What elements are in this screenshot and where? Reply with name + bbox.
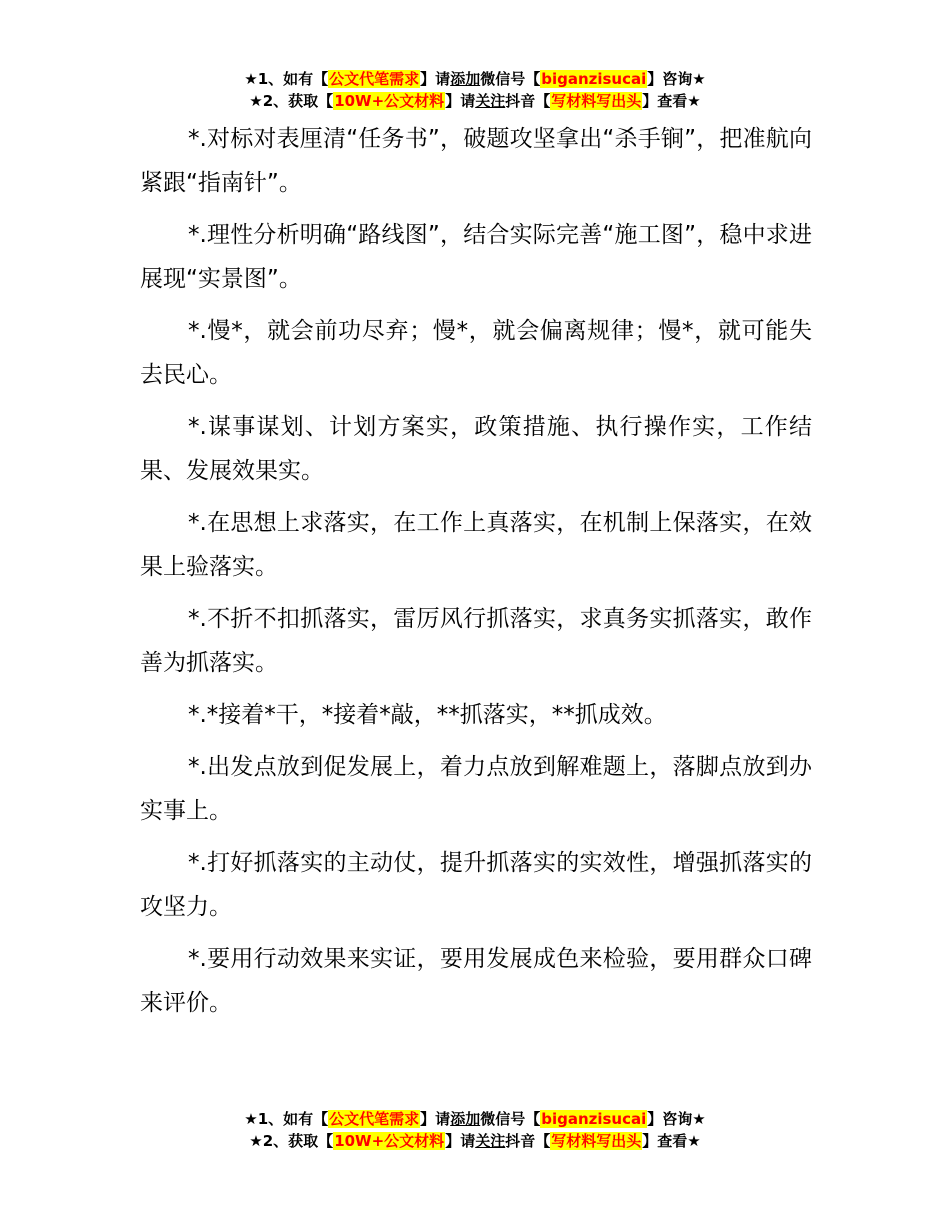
- banner-highlight-service: 公文代笔需求: [329, 70, 420, 88]
- footer-line-1-mid2: 微信号【: [480, 1110, 541, 1128]
- footer-highlight-douyin-account: 写材料写出头: [551, 1132, 642, 1150]
- footer-underline-add: 添加: [450, 1110, 481, 1128]
- paragraph: *.对标对表厘清“任务书”，破题攻坚拿出“杀手锏”，把准航向紧跟“指南针”。: [140, 126, 812, 196]
- footer-highlight-wechat-id: biganzisucai: [541, 1110, 647, 1128]
- banner-highlight-douyin-account: 写材料写出头: [551, 92, 642, 110]
- footer-line-2: [0, 1130, 950, 1152]
- banner-line-1-prefix: ★1、如有【: [244, 70, 329, 88]
- footer-banner: [0, 1108, 950, 1152]
- paragraph: *.要用行动效果来实证，要用发展成色来检验，要用群众口碑来评价。: [140, 946, 812, 1016]
- banner-underline-follow: 关注: [475, 92, 506, 110]
- footer-highlight-service: 公文代笔需求: [329, 1110, 420, 1128]
- paragraph: *.*接着*干，*接着*敲，**抓落实，**抓成效。: [188, 702, 667, 728]
- footer-line-1-suffix: 】咨询★: [647, 1110, 706, 1128]
- footer-line-2-mid: 】请: [445, 1132, 476, 1150]
- footer-line-1-prefix: ★1、如有【: [244, 1110, 329, 1128]
- paragraph: *.谋事谋划、计划方案实，政策措施、执行操作实，工作结果、发展效果实。: [140, 414, 812, 484]
- footer-underline-follow: 关注: [475, 1132, 506, 1150]
- paragraph: *.在思想上求落实，在工作上真落实，在机制上保落实，在效果上验落实。: [140, 510, 812, 580]
- document-body: [140, 117, 812, 1033]
- paragraph: *.出发点放到促发展上，着力点放到解难题上，落脚点放到办实事上。: [140, 754, 812, 824]
- banner-underline-add: 添加: [450, 70, 481, 88]
- banner-line-1: [0, 68, 950, 90]
- banner-highlight-wechat-id: biganzisucai: [541, 70, 647, 88]
- banner-line-2: [0, 90, 950, 112]
- footer-line-2-suffix: 】查看★: [642, 1132, 701, 1150]
- footer-line-2-prefix: ★2、获取【: [249, 1132, 334, 1150]
- footer-line-1: [0, 1108, 950, 1130]
- banner-line-1-suffix: 】咨询★: [647, 70, 706, 88]
- footer-highlight-materials: 10W+公文材料: [334, 1132, 445, 1150]
- footer-line-1-mid: 】请: [420, 1110, 451, 1128]
- banner-line-2-mid2: 抖音【: [505, 92, 551, 110]
- banner-line-1-mid2: 微信号【: [480, 70, 541, 88]
- banner-line-2-prefix: ★2、获取【: [249, 92, 334, 110]
- footer-line-2-mid2: 抖音【: [505, 1132, 551, 1150]
- paragraph: *.打好抓落实的主动仗，提升抓落实的实效性，增强抓落实的攻坚力。: [140, 850, 812, 920]
- banner-line-1-mid: 】请: [420, 70, 451, 88]
- paragraph: *.不折不扣抓落实，雷厉风行抓落实，求真务实抓落实，敢作善为抓落实。: [140, 606, 812, 676]
- paragraph: *.慢*，就会前功尽弃；慢*，就会偏离规律；慢*，就可能失去民心。: [140, 318, 812, 388]
- banner-highlight-materials: 10W+公文材料: [334, 92, 445, 110]
- paragraph: *.理性分析明确“路线图”，结合实际完善“施工图”，稳中求进展现“实景图”。: [140, 222, 812, 292]
- header-banner: [0, 68, 950, 112]
- banner-line-2-suffix: 】查看★: [642, 92, 701, 110]
- banner-line-2-mid: 】请: [445, 92, 476, 110]
